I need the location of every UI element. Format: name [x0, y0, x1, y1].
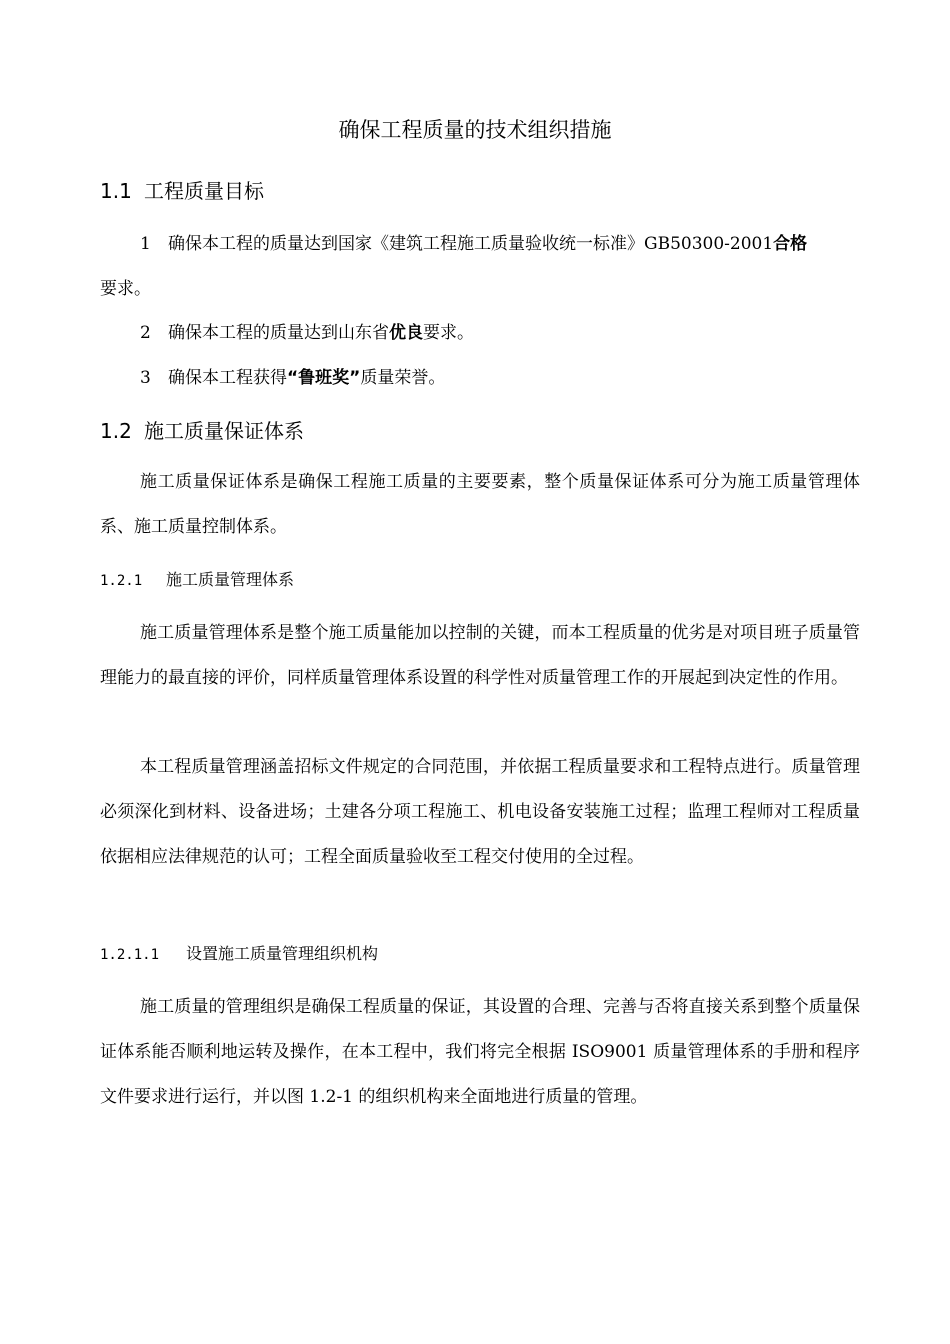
paragraph-management-key: 施工质量管理体系是整个施工质量能加以控制的关键，而本工程质量的优劣是对项目班子质量管理能力的最直接的评价，同样质量管理体系设置的科学性对质量管理工作的开展起到决定性的作用。 [100, 623, 860, 688]
item-bold-text: “鲁班奖” [287, 368, 361, 388]
item-index: 1 [140, 234, 151, 254]
subsection-number: 1.2.1.1 [100, 947, 160, 963]
subsection-heading-1-2-1 [100, 566, 294, 595]
subsection-heading-1-2-1-1 [100, 940, 378, 969]
item-text: 确保本工程的质量达到国家《建筑工程施工质量验收统一标准》GB50300-2001 [168, 234, 774, 254]
paragraph-quality-system: 施工质量保证体系是确保工程施工质量的主要要素，整个质量保证体系可分为施工质量管理体系、施工质量控制体系。 [100, 472, 860, 537]
item-text: 确保本工程的质量达到山东省 [168, 323, 389, 343]
goal-item-1-continued [100, 274, 151, 304]
subsection-title: 设置施工质量管理组织机构 [186, 944, 379, 963]
section-heading-1-1 [100, 175, 264, 207]
goal-item-2 [140, 318, 474, 348]
item-bold-text: 合格 [773, 234, 808, 254]
paragraph-management-scope: 本工程质量管理涵盖招标文件规定的合同范围，并依据工程质量要求和工程特点进行。质量管理必须深化到材料、设备进场；土建各分项工程施工、机电设备安装施工过程；监理工程师对工程质量依据相应法律规范的认可；工程全面质量验收至工程交付使用的全过程。 [100, 757, 860, 867]
item-index: 3 [140, 368, 151, 388]
goal-item-1 [140, 229, 860, 259]
section-heading-1-2 [100, 415, 304, 447]
section-number: 1.2 [100, 419, 132, 443]
item-index: 2 [140, 323, 151, 343]
document-title: 确保工程质量的技术组织措施 [338, 118, 612, 142]
section-title: 工程质量目标 [144, 179, 264, 203]
item-text: 确保本工程获得 [168, 368, 287, 388]
subsection-title: 施工质量管理体系 [166, 570, 295, 589]
item-text-end: 要求。 [423, 323, 474, 343]
item-text-end: 要求。 [100, 279, 151, 299]
item-bold-text: 优良 [389, 323, 423, 343]
section-number: 1.1 [100, 179, 132, 203]
item-text-end: 质量荣誉。 [360, 368, 446, 388]
goal-item-3 [140, 363, 445, 393]
subsection-number: 1.2.1 [100, 573, 143, 589]
paragraph-organization: 施工质量的管理组织是确保工程质量的保证，其设置的合理、完善与否将直接关系到整个质量保证体系能否顺利地运转及操作，在本工程中，我们将完全根据 ISO9001 质量管理体系的手册和程序文件要求进行运行，并以图 1.2-1 的组织机构来全面地进行质量的管理。 [100, 997, 860, 1107]
section-title: 施工质量保证体系 [144, 419, 304, 443]
